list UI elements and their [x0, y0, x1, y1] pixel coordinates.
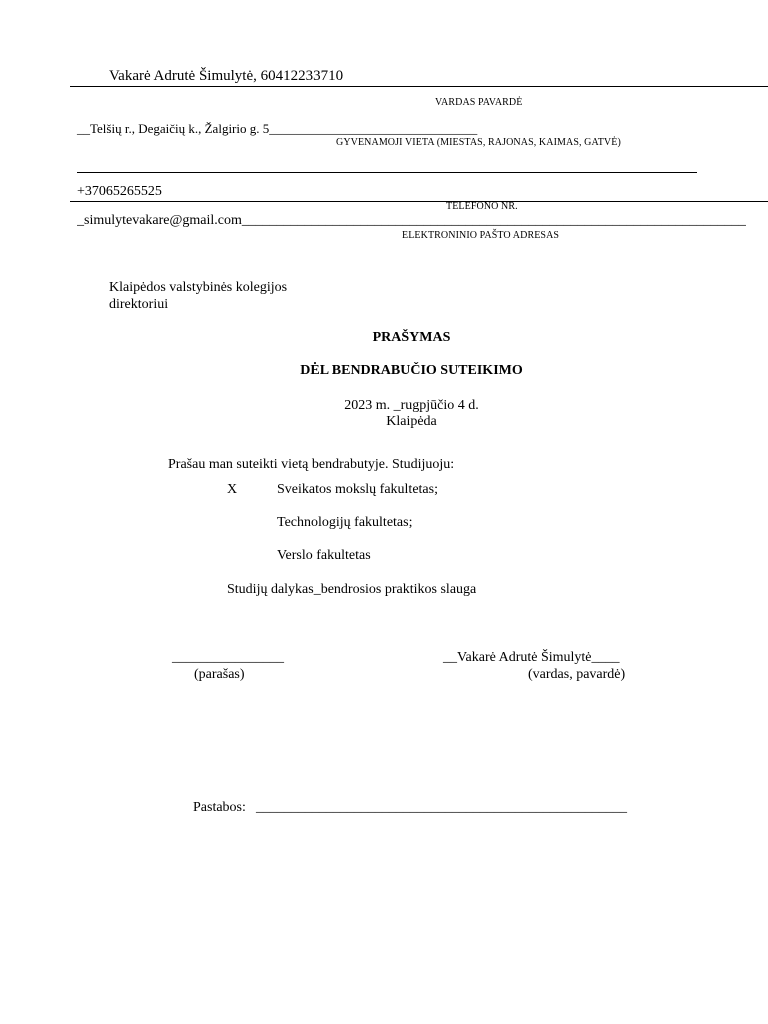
address-caption: GYVENAMOJI VIETA (MIESTAS, RAJONAS, KAIMAS, GATVĖ) — [336, 137, 621, 148]
phone-number: +37065265525 — [77, 184, 162, 199]
signature-caption: (parašas) — [194, 667, 245, 682]
signer-name: __Vakarė Adrutė Šimulytė____ — [443, 650, 620, 665]
applicant-name-id: Vakarė Adrutė Šimulytė, 60412233710 — [109, 68, 344, 84]
recipient-line-1: Klaipėdos valstybinės kolegijos — [109, 280, 288, 295]
email-line: _simulytevakare@gmail.com________________________________________________________________________ — [77, 213, 746, 228]
faculty-option-1: Sveikatos mokslų fakultetas; — [277, 482, 438, 497]
faculty-option-2: Technologijų fakultetas; — [277, 515, 413, 530]
notes-line: _____________________________________________________ — [256, 800, 627, 815]
name-caption: VARDAS PAVARDĖ — [435, 97, 523, 108]
study-subject: Studijų dalykas_bendrosios praktikos slauga — [227, 582, 477, 597]
notes-label: Pastabos: — [193, 800, 246, 815]
document-date: 2023 m. _rugpjūčio 4 d. — [344, 398, 479, 413]
email-caption: ELEKTRONINIO PAŠTO ADRESAS — [402, 230, 560, 241]
document-place: Klaipėda — [386, 414, 437, 429]
phone-caption: TELEFONO NR. — [446, 201, 518, 212]
document-subtitle: DĖL BENDRABUČIO SUTEIKIMO — [300, 363, 523, 378]
address-line: __Telšių r., Degaičių k., Žalgirio g. 5________________________________ — [77, 121, 478, 136]
faculty-option-3: Verslo fakultetas — [277, 548, 371, 563]
phone-underline — [70, 201, 768, 202]
recipient-line-2: direktoriui — [109, 297, 169, 312]
request-intro: Prašau man suteikti vietą bendrabutyje. Studijuoju: — [168, 457, 455, 472]
document-title: PRAŠYMAS — [372, 330, 451, 345]
blank-line — [77, 172, 697, 173]
selected-mark: X — [227, 482, 238, 497]
name-underline — [70, 86, 768, 87]
signature-line: ________________ — [172, 650, 284, 665]
signer-name-caption: (vardas, pavardė) — [528, 667, 626, 682]
